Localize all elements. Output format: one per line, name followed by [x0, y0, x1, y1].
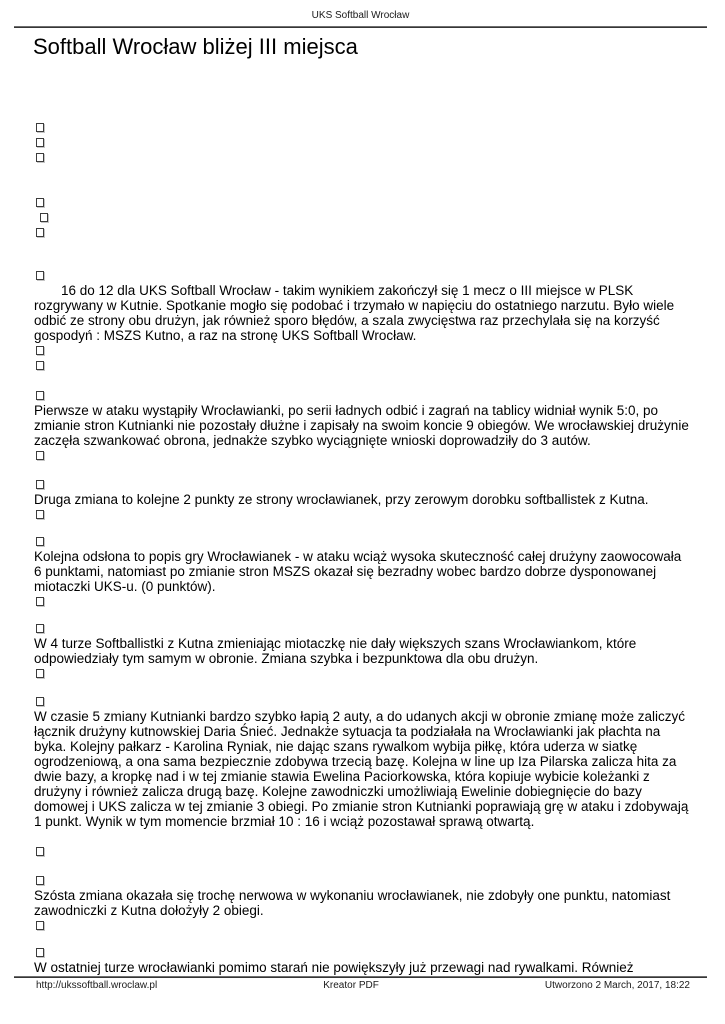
header-site-title: UKS Softball Wrocław — [311, 10, 410, 21]
page-header — [14, 10, 707, 21]
spacer — [34, 463, 689, 477]
broken-image-icon — [36, 597, 44, 606]
image-placeholder-row — [34, 225, 689, 240]
image-placeholder-row — [34, 666, 689, 681]
image-placeholder-row — [34, 945, 689, 960]
broken-image-icon — [36, 948, 44, 957]
paragraph-inning-7: W ostatniej turze wrocławianki pomimo starań nie powiększyły już przewagi nad rywalkami. Również — [34, 960, 634, 975]
broken-image-icon — [40, 213, 48, 222]
footer-generator: Kreator PDF — [323, 980, 379, 991]
broken-image-icon — [36, 921, 44, 930]
broken-image-icon — [36, 537, 44, 546]
paragraph-inning-2: Druga zmiana to kolejne 2 punkty ze strony wrocławianek, przy zerowym dorobku softballistek z Kutna. — [34, 492, 649, 507]
broken-image-icon — [36, 876, 44, 885]
image-placeholder-row — [34, 621, 689, 636]
broken-image-icon — [36, 361, 44, 370]
image-placeholder-row — [34, 358, 689, 373]
page-footer — [14, 980, 707, 991]
image-placeholder-row — [34, 534, 689, 549]
broken-image-icon — [36, 669, 44, 678]
spacer — [34, 522, 689, 534]
image-placeholder-row — [34, 343, 689, 358]
image-placeholder-row — [34, 844, 689, 859]
spacer — [34, 609, 689, 621]
image-placeholder-row — [34, 873, 689, 888]
image-placeholder-row — [34, 694, 689, 709]
spacer — [34, 933, 689, 945]
paragraph-inning-3: Kolejna odsłona to popis gry Wrocławianek - w ataku wciąż wysoka skuteczność całej drużyny zaowocowała 6 punktami, natomiast po zmianie stron MSZS okazał się bezradny wobec bardzo dobrze dysponowanej miotaczki UKS-u. (0 punktów). — [34, 549, 682, 594]
image-placeholder-row — [34, 135, 689, 150]
broken-image-icon — [36, 510, 44, 519]
broken-image-icon — [36, 391, 44, 400]
article-content — [34, 120, 689, 975]
spacer — [34, 165, 689, 195]
spacer — [34, 373, 689, 388]
image-placeholder-row — [34, 195, 689, 210]
image-placeholder-row — [34, 150, 689, 165]
paragraph-inning-5: W czasie 5 zmiany Kutnianki bardzo szybko łapią 2 auty, a do udanych akcji w obronie zmianę może zaliczyć łącznik drużyny kutnowskiej Daria Śnieć. Jednakże sytuacja ta podziałała na Wrocławianki jak płachta na byka. Kolejny pałkarz - Karolina Ryniak, nie dając szans rywalkom wybija piłkę, która uderza w siatkę ogrodzeniową, a ona sama bezpiecznie zdobywa trzecią bazę. Kolejna w line up Iza Pilarska zalicza hita za dwie bazy, a kropkę nad i w tej zmianie stawia Ewelina Paciorkowska, która kopiuje wybicie koleżanki z drużyny i również zalicza drugą bazę. Kolejne zawodniczki umożliwiają Ewelinie dobiegnięcie do bazy domowej i UKS zalicza w tej zmianie 3 obiegi. Po zmianie stron Kutnianki poprawiają grę w ataku i zdobywają 1 punkt. Wynik w tym momencie brzmiał 10 : 16 i wciąż pozostawał sprawą otwartą. — [34, 709, 689, 829]
broken-image-icon — [36, 153, 44, 162]
image-placeholder-row — [34, 448, 689, 463]
image-placeholder-row — [34, 477, 689, 492]
image-placeholder-row — [34, 268, 689, 283]
broken-image-icon — [36, 697, 44, 706]
paragraph-inning-6: Szósta zmiana okazała się trochę nerwowa w wykonaniu wrocławianek, nie zdobyły one punktu, natomiast zawodniczki z Kutna dołożyły 2 obiegi. — [34, 888, 671, 918]
footer-divider — [14, 976, 707, 978]
broken-image-icon — [36, 847, 44, 856]
header-divider — [14, 26, 707, 28]
spacer — [34, 681, 689, 694]
paragraph-inning-1: Pierwsze w ataku wystąpiły Wrocławianki, po serii ładnych odbić i zagrań na tablicy widniał wynik 5:0, po zmianie stron Kutnianki nie pozostały dłużne i zapisały na swoim koncie 9 obiegów. We wrocławskiej drużynie zaczęła szwankować obrona, jednakże szybko wyciągnięte wnioski doprowadziły do 3 autów. — [34, 403, 689, 448]
image-placeholder-row — [34, 594, 689, 609]
image-placeholder-row — [34, 388, 689, 403]
broken-image-icon — [36, 138, 44, 147]
spacer — [34, 859, 689, 873]
spacer — [34, 240, 689, 268]
broken-image-icon — [36, 480, 44, 489]
broken-image-icon — [36, 228, 44, 237]
broken-image-icon — [36, 451, 44, 460]
article-title: Softball Wrocław bliżej III miejsca — [33, 34, 358, 59]
broken-image-icon — [36, 123, 44, 132]
image-placeholder-row — [34, 507, 689, 522]
image-placeholder-row — [34, 918, 689, 933]
image-placeholder-row — [34, 210, 689, 225]
image-placeholder-row — [34, 120, 689, 135]
paragraph-match-summary: 16 do 12 dla UKS Softball Wrocław - takim wynikiem zakończył się 1 mecz o III miejsce w PLSK rozgrywany w Kutnie. Spotkanie mogło się podobać i trzymało w napięciu do ostatniego narzutu. Było wiele odbić ze strony obu drużyn, jak również sporo błędów, a szala zwycięstwa raz przechylała się na korzyść gospodyń : MSZS Kutno, a raz na stronę UKS Softball Wrocław. — [34, 283, 675, 343]
broken-image-icon — [36, 198, 44, 207]
footer-url: http://ukssoftball.wroclaw.pl — [36, 980, 158, 991]
footer-created-timestamp: Utworzono 2 March, 2017, 18:22 — [544, 980, 690, 991]
broken-image-icon — [36, 346, 44, 355]
broken-image-icon — [36, 271, 44, 280]
broken-image-icon — [36, 624, 44, 633]
paragraph-inning-4: W 4 turze Softballistki z Kutna zmieniając miotaczkę nie dały większych szans Wrocławiankom, które odpowiedziały tym samym w obronie. Zmiana szybka i bezpunktowa dla obu drużyn. — [34, 636, 637, 666]
